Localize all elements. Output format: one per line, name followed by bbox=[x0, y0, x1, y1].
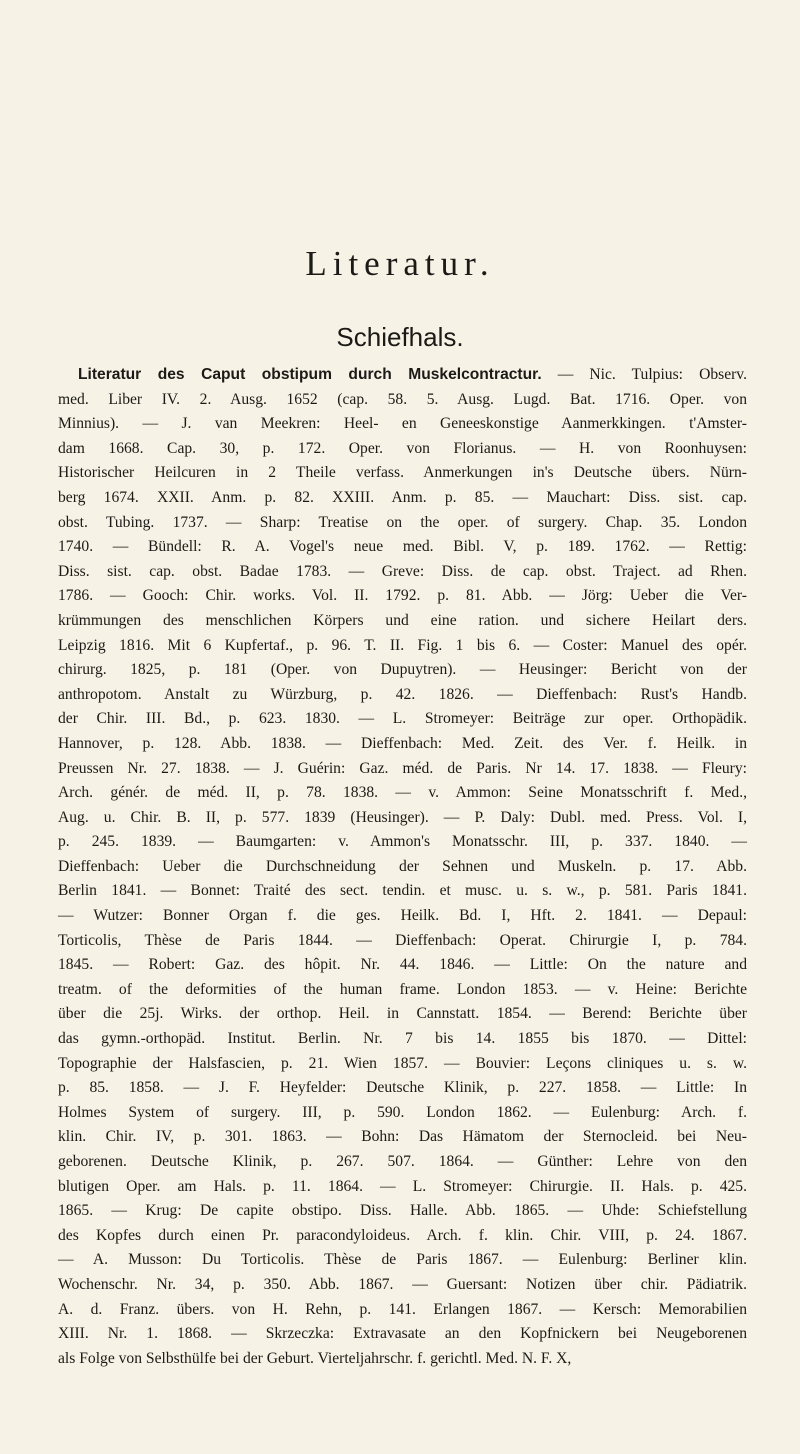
paragraph-line: des Kopfes durch einen Pr. paracondyloideus. Arch. f. klin. Chir. VIII, p. 24. 1867. bbox=[58, 1226, 747, 1244]
paragraph-line: Torticolis, Thèse de Paris 1844. — Dieffenbach: Operat. Chirurgie I, p. 784. bbox=[58, 931, 747, 949]
paragraph-line: Berlin 1841. — Bonnet: Traité des sect. tendin. et musc. u. s. w., p. 581. Paris 1841. bbox=[58, 882, 747, 900]
paragraph-line: chirurg. 1825, p. 181 (Oper. von Dupuytren). — Heusinger: Bericht von der bbox=[58, 661, 747, 679]
paragraph-line: Leipzig 1816. Mit 6 Kupfertaf., p. 96. T. II. Fig. 1 bis 6. — Coster: Manuel des opér. bbox=[58, 636, 747, 654]
paragraph-line: med. Liber IV. 2. Ausg. 1652 (cap. 58. 5. Ausg. Lugd. Bat. 1716. Oper. von bbox=[58, 390, 747, 408]
lead-in-heading: Literatur des Caput obstipum durch Muskelcontractur. bbox=[78, 366, 542, 383]
paragraph-line bbox=[58, 363, 747, 388]
paragraph-line: p. 245. 1839. — Baumgarten: v. Ammon's Monatsschr. III, p. 337. 1840. — bbox=[58, 833, 747, 851]
paragraph-line: 1740. — Bündell: R. A. Vogel's neue med. Bibl. V, p. 189. 1762. — Rettig: bbox=[58, 538, 747, 556]
paragraph-line: p. 85. 1858. — J. F. Heyfelder: Deutsche Klinik, p. 227. 1858. — Little: In bbox=[58, 1079, 747, 1097]
paragraph-line: als Folge von Selbsthülfe bei der Geburt. Vierteljahrschr. f. gerichtl. Med. N. F. X, bbox=[58, 1349, 572, 1367]
paragraph-line: blutigen Oper. am Hals. p. 11. 1864. — L. Stromeyer: Chirurgie. II. Hals. p. 425. bbox=[58, 1177, 747, 1195]
paragraph-line: Aug. u. Chir. B. II, p. 577. 1839 (Heusinger). — P. Daly: Dubl. med. Press. Vol. I, bbox=[58, 808, 747, 826]
paragraph-line: — A. Musson: Du Torticolis. Thèse de Paris 1867. — Eulenburg: Berliner klin. bbox=[58, 1251, 747, 1269]
paragraph-line: Topographie der Halsfascien, p. 21. Wien 1857. — Bouvier: Leçons cliniques u. s. w. bbox=[58, 1054, 747, 1072]
paragraph-line: XIII. Nr. 1. 1868. — Skrzeczka: Extravasate an den Kopfnickern bei Neugeborenen bbox=[58, 1325, 747, 1343]
section-title: Schiefhals. bbox=[336, 322, 464, 352]
line-text: — Nic. Tulpius: Observ. bbox=[541, 366, 747, 383]
bibliography-paragraph bbox=[58, 363, 747, 1371]
paragraph-line: Preussen Nr. 27. 1838. — J. Guérin: Gaz. méd. de Paris. Nr 14. 17. 1838. — Fleury: bbox=[58, 759, 747, 777]
paragraph-line: 1786. — Gooch: Chir. works. Vol. II. 1792. p. 81. Abb. — Jörg: Ueber die Ver- bbox=[58, 587, 747, 605]
paragraph-line: Dieffenbach: Ueber die Durchschneidung der Sehnen und Muskeln. p. 17. Abb. bbox=[58, 857, 747, 875]
paragraph-line: 1865. — Krug: De capite obstipo. Diss. Halle. Abb. 1865. — Uhde: Schiefstellung bbox=[58, 1202, 747, 1220]
paragraph-line: klin. Chir. IV, p. 301. 1863. — Bohn: Das Hämatom der Sternocleid. bei Neu- bbox=[58, 1128, 747, 1146]
paragraph-line: 1845. — Robert: Gaz. des hôpit. Nr. 44. 1846. — Little: On the nature and bbox=[58, 956, 747, 974]
paragraph-line: anthropotom. Anstalt zu Würzburg, p. 42. 1826. — Dieffenbach: Rust's Handb. bbox=[58, 685, 747, 703]
paragraph-line: — Wutzer: Bonner Organ f. die ges. Heilk. Bd. I, Hft. 2. 1841. — Depaul: bbox=[58, 907, 747, 925]
paragraph-line: Diss. sist. cap. obst. Badae 1783. — Greve: Diss. de cap. obst. Traject. ad Rhen. bbox=[58, 562, 747, 580]
paragraph-line: dam 1668. Cap. 30, p. 172. Oper. von Florianus. — H. von Roonhuysen: bbox=[58, 439, 747, 457]
paragraph-line: das gymn.-orthopäd. Institut. Berlin. Nr. 7 bis 14. 1855 bis 1870. — Dittel: bbox=[58, 1030, 747, 1048]
paragraph-line: Wochenschr. Nr. 34, p. 350. Abb. 1867. — Guersant: Notizen über chir. Pädiatrik. bbox=[58, 1275, 747, 1293]
paragraph-line: Holmes System of surgery. III, p. 590. London 1862. — Eulenburg: Arch. f. bbox=[58, 1103, 747, 1121]
paragraph-line: treatm. of the deformities of the human frame. London 1853. — v. Heine: Berichte bbox=[58, 980, 747, 998]
paragraph-line: krümmungen des menschlichen Körpers und eine ration. und sichere Heilart ders. bbox=[58, 611, 747, 629]
paragraph-line: Minnius). — J. van Meekren: Heel- en Geneeskonstige Aanmerkkingen. t'Amster- bbox=[58, 415, 747, 433]
paragraph-line: Arch. génér. de méd. II, p. 78. 1838. — v. Ammon: Seine Monatsschrift f. Med., bbox=[58, 784, 747, 802]
paragraph-line: über die 25j. Wirks. der orthop. Heil. in Cannstatt. 1854. — Berend: Berichte über bbox=[58, 1005, 747, 1023]
page-heading: Literatur. bbox=[305, 244, 495, 283]
paragraph-line: berg 1674. XXII. Anm. p. 82. XXIII. Anm. p. 85. — Mauchart: Diss. sist. cap. bbox=[58, 488, 747, 506]
paragraph-line: obst. Tubing. 1737. — Sharp: Treatise on the oper. of surgery. Chap. 35. London bbox=[58, 513, 747, 531]
paragraph-line: geborenen. Deutsche Klinik, p. 267. 507. 1864. — Günther: Lehre von den bbox=[58, 1153, 747, 1170]
paragraph-line: Hannover, p. 128. Abb. 1838. — Dieffenbach: Med. Zeit. des Ver. f. Heilk. in bbox=[58, 734, 747, 752]
paragraph-line: A. d. Franz. übers. von H. Rehn, p. 141. Erlangen 1867. — Kersch: Memorabilien bbox=[58, 1300, 747, 1318]
paragraph-line: Historischer Heilcuren in 2 Theile verfass. Anmerkungen in's Deutsche übers. Nürn- bbox=[58, 464, 747, 482]
paragraph-line: der Chir. III. Bd., p. 623. 1830. — L. Stromeyer: Beiträge zur oper. Orthopädik. bbox=[58, 710, 747, 728]
